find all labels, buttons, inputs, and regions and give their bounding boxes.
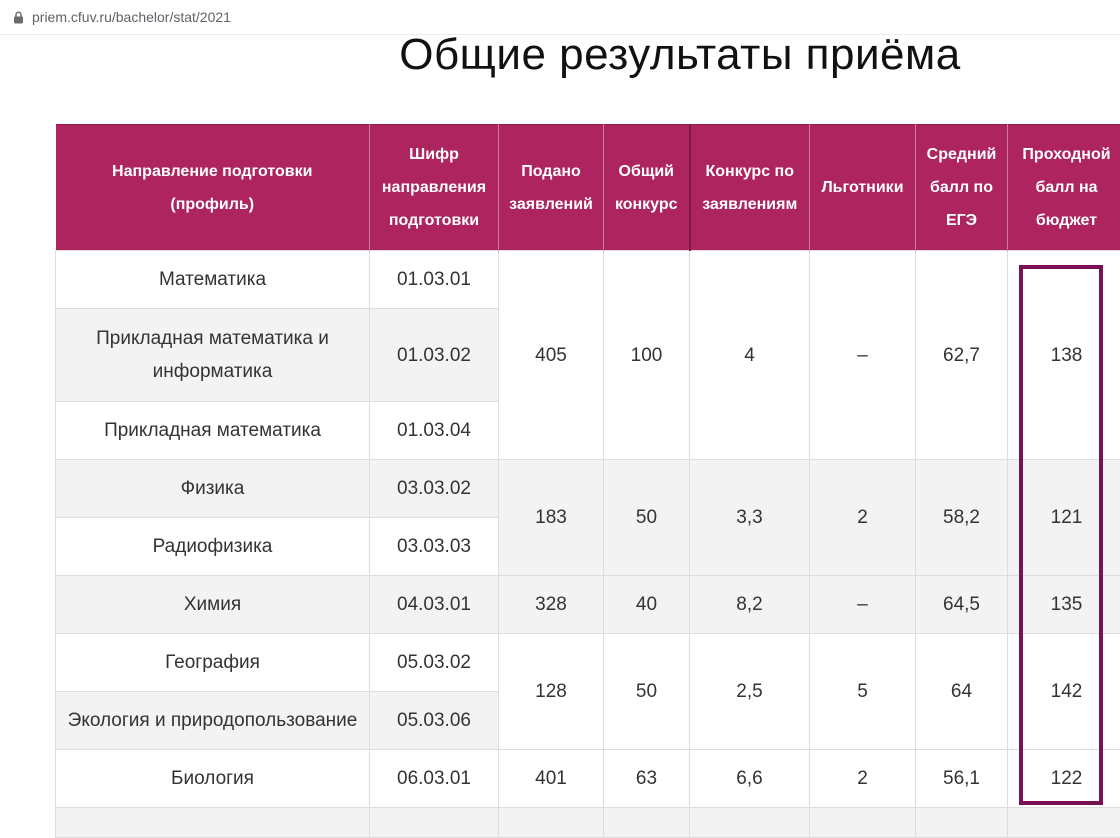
program-name: Прикладная математика и информатика <box>56 309 370 402</box>
header-code: Шифр направления подготовки <box>370 125 499 251</box>
program-code: 01.03.02 <box>370 309 499 402</box>
pass-score-value: 138 <box>1008 251 1120 460</box>
avg-score-value: 56,1 <box>916 750 1008 808</box>
general-value: 100 <box>604 251 690 460</box>
header-competition: Конкурс по заявлениям <box>690 125 810 251</box>
program-code: 01.03.04 <box>370 402 499 460</box>
benefit-value: – <box>810 576 916 634</box>
program-name: География <box>56 634 370 692</box>
benefit-value: 5 <box>810 634 916 750</box>
table-header-row <box>56 125 1120 251</box>
competition-value: 2,5 <box>690 634 810 750</box>
page-title: Общие результаты приёма <box>0 30 1120 80</box>
cut-off-cell <box>916 808 1008 838</box>
avg-score-value: 64,5 <box>916 576 1008 634</box>
cut-off-cell <box>56 808 370 838</box>
url-text[interactable]: priem.cfuv.ru/bachelor/stat/2021 <box>32 9 231 25</box>
applied-value: 401 <box>499 750 604 808</box>
competition-value: 6,6 <box>690 750 810 808</box>
program-name: Физика <box>56 460 370 518</box>
header-avg-score: Средний балл по ЕГЭ <box>916 125 1008 251</box>
table-row <box>56 460 1120 518</box>
program-name: Химия <box>56 576 370 634</box>
cut-off-cell <box>604 808 690 838</box>
avg-score-value: 58,2 <box>916 460 1008 576</box>
pass-score-value: 135 <box>1008 576 1120 634</box>
program-name: Математика <box>56 251 370 309</box>
table-row <box>56 634 1120 692</box>
program-name: Прикладная математика <box>56 402 370 460</box>
competition-value: 8,2 <box>690 576 810 634</box>
cut-off-cell <box>370 808 499 838</box>
program-name: Экология и природопользование <box>56 692 370 750</box>
admission-results-table <box>55 124 1120 838</box>
pass-score-value: 121 <box>1008 460 1120 576</box>
cut-off-cell <box>499 808 604 838</box>
program-code: 03.03.02 <box>370 460 499 518</box>
program-name: Радиофизика <box>56 518 370 576</box>
program-code: 01.03.01 <box>370 251 499 309</box>
pass-score-value: 142 <box>1008 634 1120 750</box>
general-value: 63 <box>604 750 690 808</box>
applied-value: 405 <box>499 251 604 460</box>
cut-off-cell <box>810 808 916 838</box>
applied-value: 328 <box>499 576 604 634</box>
benefit-value: 2 <box>810 460 916 576</box>
pass-score-value: 122 <box>1008 750 1120 808</box>
competition-value: 4 <box>690 251 810 460</box>
avg-score-value: 64 <box>916 634 1008 750</box>
applied-value: 183 <box>499 460 604 576</box>
header-benefit: Льготники <box>810 125 916 251</box>
applied-value: 128 <box>499 634 604 750</box>
program-code: 03.03.03 <box>370 518 499 576</box>
program-code: 04.03.01 <box>370 576 499 634</box>
avg-score-value: 62,7 <box>916 251 1008 460</box>
program-name: Биология <box>56 750 370 808</box>
benefit-value: – <box>810 251 916 460</box>
general-value: 50 <box>604 634 690 750</box>
table-row <box>56 750 1120 808</box>
competition-value: 3,3 <box>690 460 810 576</box>
program-code: 05.03.02 <box>370 634 499 692</box>
header-direction: Направление подготовки (профиль) <box>56 125 370 251</box>
table-row <box>56 808 1120 838</box>
cut-off-cell <box>690 808 810 838</box>
general-value: 40 <box>604 576 690 634</box>
program-code: 05.03.06 <box>370 692 499 750</box>
lock-icon <box>11 10 25 24</box>
general-value: 50 <box>604 460 690 576</box>
cut-off-cell <box>1008 808 1120 838</box>
table-row <box>56 576 1120 634</box>
benefit-value: 2 <box>810 750 916 808</box>
program-code: 06.03.01 <box>370 750 499 808</box>
header-applied: Подано заявлений <box>499 125 604 251</box>
header-general: Общий конкурс <box>604 125 690 251</box>
table-row <box>56 251 1120 309</box>
header-pass-score: Проходной балл на бюджет <box>1008 125 1120 251</box>
